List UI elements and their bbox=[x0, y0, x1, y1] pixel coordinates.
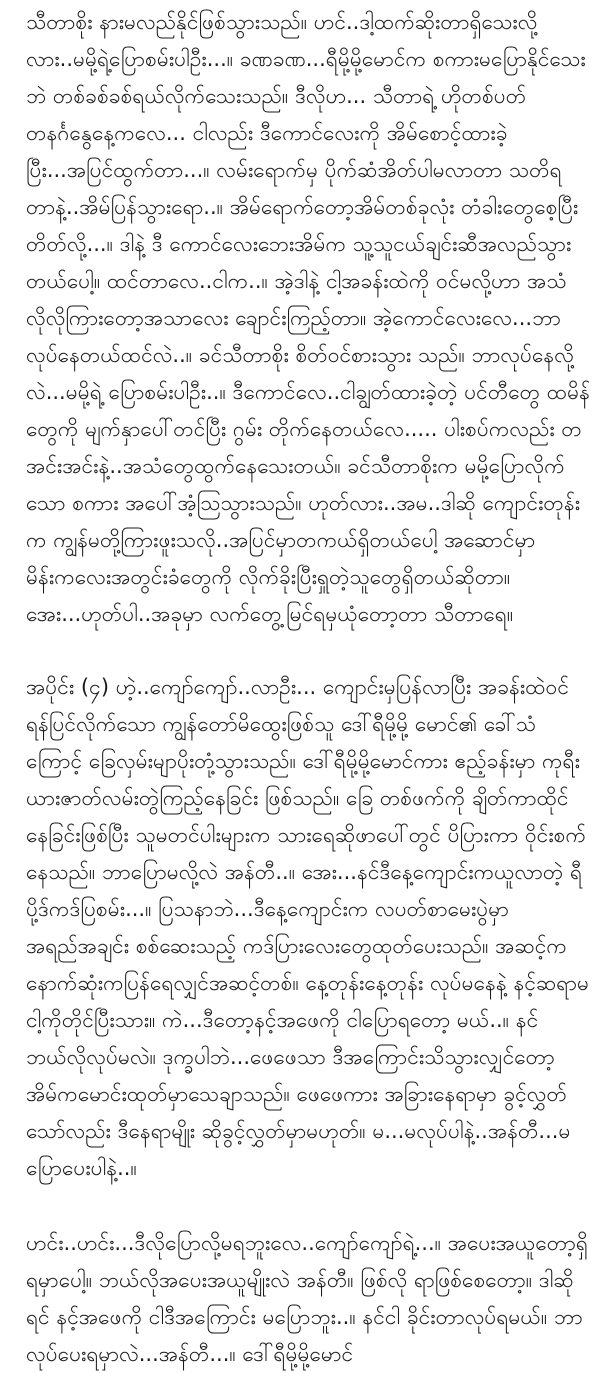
story-paragraph-3: ဟင်း..ဟင်း...ဒီလိုပြောလို့မရဘူးလေ..ကျော်ကျော်ရဲ့...။ အပေးအယူတော့ရှိရမှာပေါ့။ ဘယ်လိုအပေးအယူမျိုးလဲ အန်တီ။ ဖြစ်လို ရာဖြစ်စေတော့။ ဒါဆိုရင် နင့်အဖေကို ငါဒီအကြောင်း မပြောဘူး..။ နင်ငါ ခိုင်းတာလုပ်ရမယ်။ ဘာလုပ်ပေးရမှာလဲ...အန်တီ...။ ဒေါ်ရီမို့မို့မောင် bbox=[26, 1231, 588, 1366]
story-paragraph-1: သီတာစိုး နားမလည်နိုင်ဖြစ်သွားသည်။ ဟင်..ဒါ့ထက်ဆိုးတာရှိသေးလို့လား..မမို့ရဲ့ပြောစမ်းပါဦး...။ ခဏခဏ...ရီမို့မို့မောင်က စကားမပြောနိုင်သေးဘဲ တစ်ခစ်ခစ်ရယ်လိုက်သေးသည်။ ဒီလိုဟ... သီတာရဲ့ ဟိုတစ်ပတ်တနင်္ဂနွေနေ့ကလေ... ငါလည်း ဒီကောင်လေးကို အိမ်စောင့်ထားခဲ့ပြီး...အပြင်ထွက်တာ...။ လမ်းရောက်မှ ပိုက်ဆံအိတ်ပါမလာတာ သတိရတာနဲ့..အိမ်ပြန်သွားရော..။ အိမ်ရောက်တော့အိမ်တစ်ခုလုံး တံခါးတွေစေ့ပြီး တိတ်လို့...။ ဒါနဲ့ ဒီ ကောင်လေးဘေးအိမ်က သူ့သူငယ်ချင်းဆီအလည်သွားတယ်ပေါ့။ ထင်တာလေ..ငါက..။ အဲ့ဒါနဲ့ ငါ့အခန်းထဲကို ဝင်မလို့ဟာ အသံ လိုလိုကြားတော့အသာလေး ချောင်းကြည့်တာ။ အဲ့ကောင်လေးလေ...ဘာလုပ်နေတယ်ထင်လဲ..။ ခင်သီတာစိုး စိတ်ဝင်စားသွား သည်။ ဘာလုပ်နေလို့လဲ...မမို့ရဲ့ ပြောစမ်းပါဦး..။ ဒီကောင်လေ..ငါချွတ်ထားခဲ့တဲ့ ပင်တီတွေ ထမိန်တွေကို မျက်နှာပေါ်တင်ပြီး ဂွမ်း တိုက်နေတယ်လေ..... ပါးစပ်ကလည်း တအင်းအင်းနဲ့..အသံတွေထွက်နေသေးတယ်။ ခင်သီတာစိုးက မမို့ပြောလိုက်သော စကား အပေါ်အံ့သြသွားသည်။ ဟုတ်လား..အမ..ဒါဆို ကျောင်းတုန်းက ကျွန်မတို့ကြားဖူးသလို..အပြင်မှာတကယ်ရှိတယ်ပေါ့ အဆောင်မှာ မိန်းကလေးအတွင်းခံတွေကို လိုက်ခိုးပြီးရှူတဲ့သူတွေရှိတယ်ဆိုတာ။ အေး...ဟုတ်ပါ..အခုမှာ လက်တွေ့မြင်ရမှယုံတော့တာ သီတာရေ။ bbox=[26, 10, 590, 626]
story-paragraph-2: အပိုင်း (၄) ဟဲ့..ကျော်ကျော်..လာဦး... ကျောင်းမှပြန်လာပြီး အခန်းထဲဝင်ရန်ပြင်လိုက်သော ကျွန်တော်မိထွေးဖြစ်သူ ဒေါ်ရီမို့မို့ မောင်၏ ခေါ်သံကြောင့် ခြေလှမ်းမျာပိုးတုံ့သွားသည်။ ဒေါ်ရီမို့မို့မောင်ကား ဧည့်ခန်းမှာ ကုရီးယားဇာတ်လမ်းတွဲကြည့်နေခြင်း ဖြစ်သည်။ ခြေ တစ်ဖက်ကို ချိတ်ကာထိုင်နေခြင်းဖြစ်ပြီး သူမတင်ပါးများက သားရေဆိုဖာပေါ်တွင် ပိပြားကာ ဝိုင်းစက်နေသည်။ ဘာပြောမလို့လဲ အန်တီ..။ အေး...နင်ဒီနေ့ကျောင်းကယူလာတဲ့ ရီပို့ဒ်ကဒ်ပြစမ်း...။ ပြသနာဘဲ...ဒီနေ့ကျောင်းက လပတ်စာမေးပွဲမှာ အရည်အချင်း စစ်ဆေးသည့် ကဒ်ပြားလေးတွေထုတ်ပေးသည်။ အဆင့်က နောက်ဆုံးကပြန်ရေလျှင်အဆင့်တစ်။ နေ့တုန်းနေ့တုန်း လုပ်မနေနဲ့ နင့်ဆရာမငါ့ကိုတိုင်ပြီးသား။ ကဲ...ဒီတော့နင့်အဖေကို ငါပြောရတော့ မယ်..။ နင်ဘယ်လိုလုပ်မလဲ။ ဒုက္ခပါဘဲ...ဖေဖေသာ ဒီအကြောင်းသိသွားလျှင်တော့ အိမ်ကမောင်းထုတ်မှာသေချာသည်။ ဖေဖေကား အခြားနေရာမှာ ခွင့်လွှတ်သော်လည်း ဒီနေရာမျိုး ဆိုခွင့်လွှတ်မှာမဟုတ်။ မ...မလုပ်ပါနဲ့..အန်တီ...မပြောပေးပါနဲ့..။ bbox=[26, 675, 589, 1180]
